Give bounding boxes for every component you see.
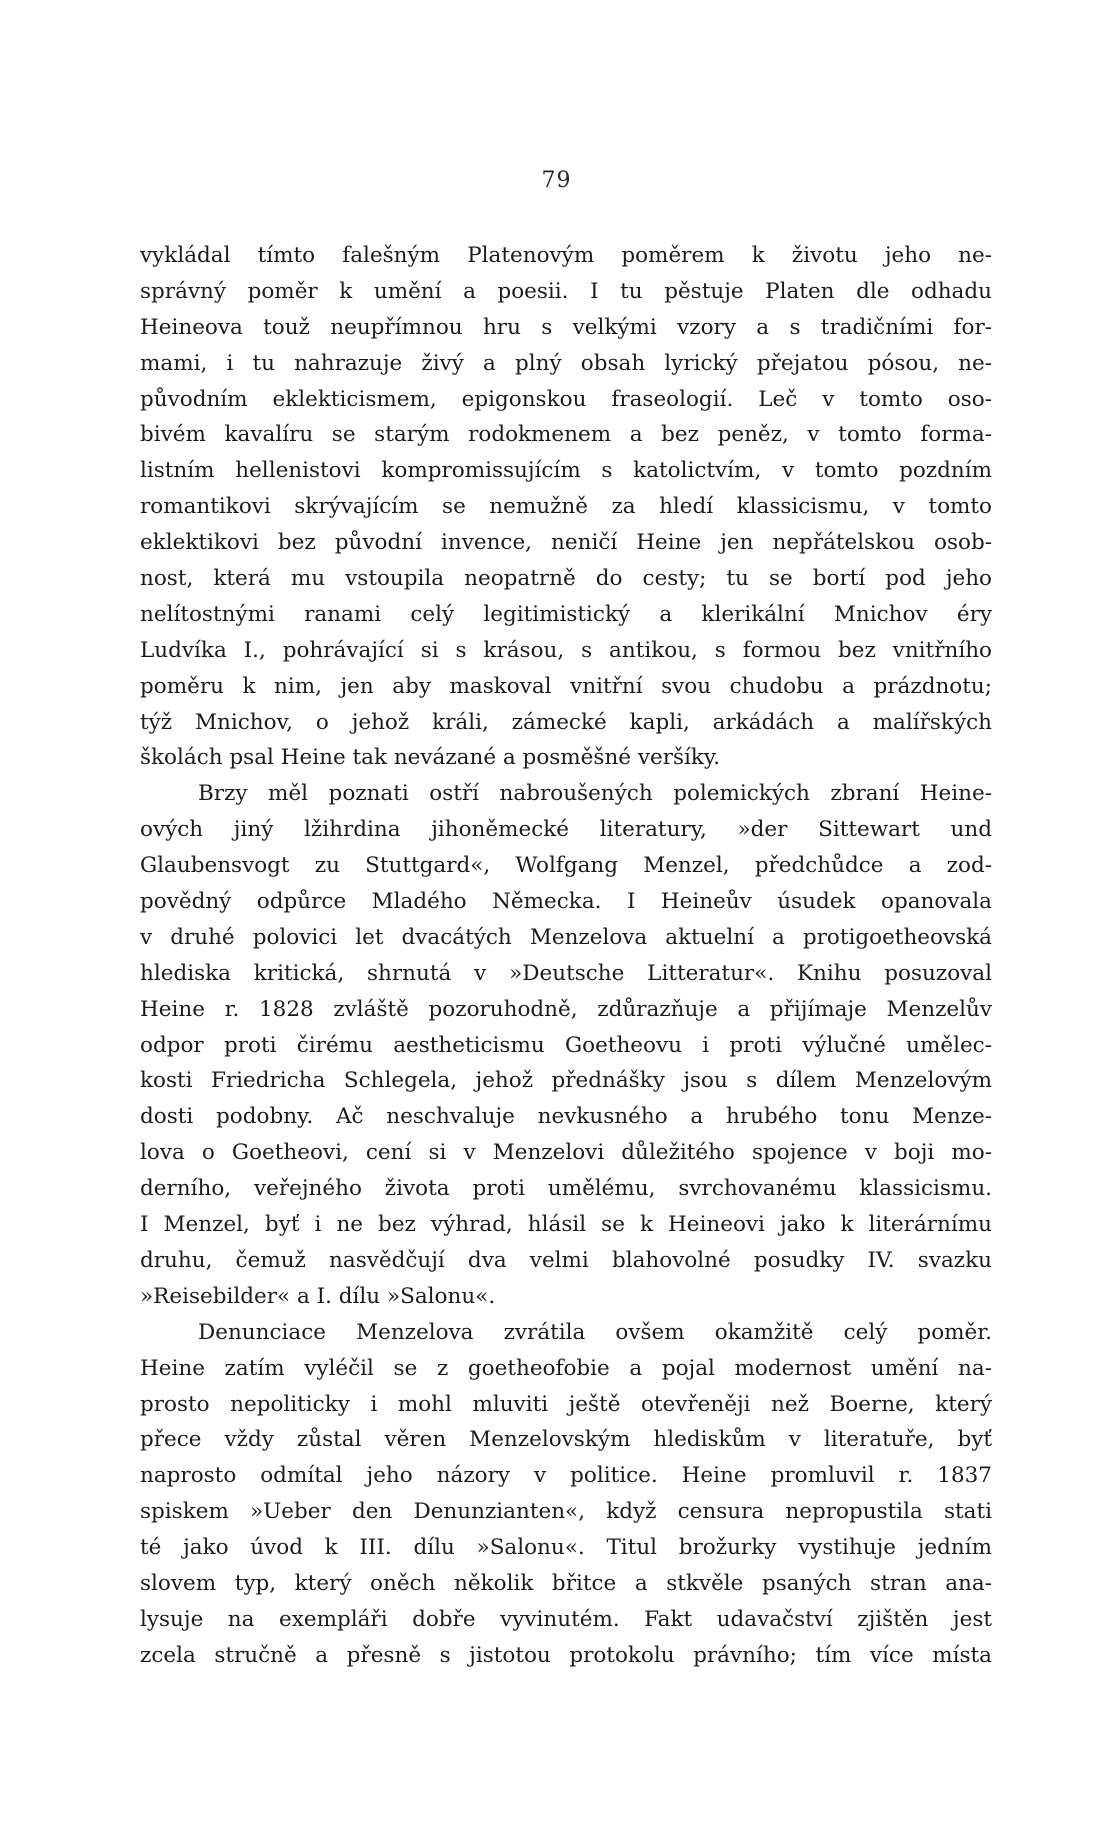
text-line: Brzy měl poznati ostří nabroušených polemických zbraní Heine- [198,781,992,807]
text-line: správný poměr k umění a poesii. I tu pěstuje Platen dle odhadu [140,278,992,304]
text-line: listním hellenistovi kompromissujícím s katolictvím, v tomto pozdním [140,458,992,484]
text-line: Heineova touž neupřímnou hru s velkými vzory a s tradičními for- [140,314,992,340]
text-line: hlediska kritická, shrnutá v »Deutsche Litteratur«. Knihu posuzoval [140,960,992,986]
page-number: 79 [541,168,572,193]
text-line: »Reisebilder« a I. dílu »Salonu«. [140,1283,496,1309]
text-line: bivém kavalíru se starým rodokmenem a bez peněz, v tomto forma- [140,422,992,448]
text-line: původním eklekticismem, epigonskou fraseologií. Leč v tomto oso- [140,386,992,412]
body-text [140,238,992,1674]
text-line: nelítostnými ranami celý legitimistický a klerikální Mnichov éry [140,601,992,627]
text-line: naprosto odmítal jeho názory v politice. Heine promluvil r. 1837 [140,1463,992,1489]
text-line: vykládal tímto falešným Platenovým poměrem k životu jeho ne- [140,243,992,268]
text-line: poměru k nim, jen aby maskoval vnitřní svou chudobu a prázdnotu; [140,673,992,699]
text-line: dosti podobny. Ač neschvaluje nevkusného a hrubého tonu Menze- [140,1104,992,1130]
text-line: zcela stručně a přesně s jistotou protokolu právního; tím více místa [140,1642,992,1668]
text-line: Heine zatím vyléčil se z goetheofobie a pojal modernost umění na- [140,1355,992,1381]
text-line: druhu, čemuž nasvědčují dva velmi blahovolné posudky IV. svazku [140,1247,992,1273]
text-line: odpor proti čirému aestheticismu Goetheovu i proti výlučné umělec- [140,1032,992,1058]
text-line: lysuje na exempláři dobře vyvinutém. Fakt udavačství zjištěn jest [140,1606,992,1632]
text-line: I Menzel, byť i ne bez výhrad, hlásil se k Heineovi jako k literárnímu [140,1212,992,1238]
text-line: té jako úvod k III. dílu »Salonu«. Titul brožurky vystihuje jedním [140,1535,992,1561]
text-line: přece vždy zůstal věren Menzelovským hlediskům v literatuře, byť [140,1427,992,1453]
text-line: povědný odpůrce Mladého Německa. I Heineův úsudek opanovala [140,889,992,915]
text-line: Glaubensvogt zu Stuttgard«, Wolfgang Menzel, předchůdce a zod- [140,853,992,879]
text-line: derního, veřejného života proti umělému, svrchovanému klassicismu. [140,1176,992,1202]
text-line: ových jiný lžihrdina jihoněmecké literatury, »der Sittewart und [140,817,992,843]
text-line: školách psal Heine tak nevázané a posměšné veršíky. [140,745,721,771]
text-line: Ludvíka I., pohrávající si s krásou, s antikou, s formou bez vnitřního [140,637,992,663]
text-line: prosto nepoliticky i mohl mluviti ještě otevřeněji než Boerne, který [140,1391,992,1417]
text-line: lova o Goetheovi, cení si v Menzelovi důležitého spojence v boji mo- [140,1140,992,1166]
text-line: eklektikovi bez původní invence, neničí Heine jen nepřátelskou osob- [140,530,992,556]
text-line: mami, i tu nahrazuje živý a plný obsah lyrický přejatou pósou, ne- [140,350,992,376]
text-line: Denunciace Menzelova zvrátila ovšem okamžitě celý poměr. [198,1319,992,1345]
text-line: kosti Friedricha Schlegela, jehož přednášky jsou s dílem Menzelovým [140,1068,992,1094]
text-line: spiskem »Ueber den Denunzianten«, když censura nepropustila stati [140,1499,992,1525]
text-line: romantikovi skrývajícím se nemužně za hledí klassicismu, v tomto [140,494,992,520]
text-line: týž Mnichov, o jehož králi, zámecké kapli, arkádách a malířských [140,709,992,735]
text-line: v druhé polovici let dvacátých Menzelova aktuelní a protigoetheovská [140,924,992,950]
text-line: nost, která mu vstoupila neopatrně do cesty; tu se bortí pod jeho [140,566,992,592]
text-line: slovem typ, který oněch několik břitce a stkvěle psaných stran ana- [140,1570,992,1596]
text-line: Heine r. 1828 zvláště pozoruhodně, zdůrazňuje a přijímaje Menzelův [140,996,992,1022]
